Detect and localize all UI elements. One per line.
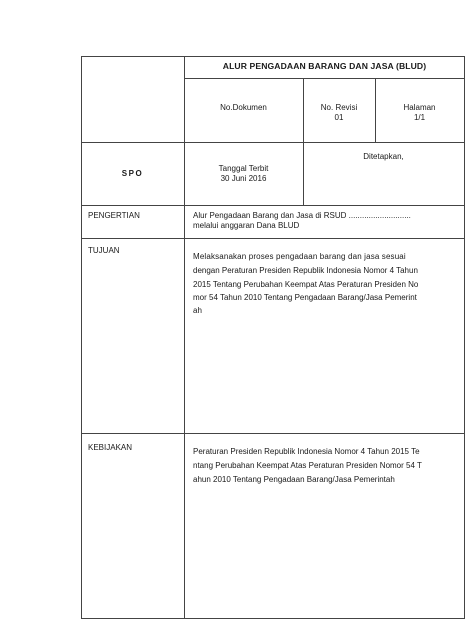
tujuan-text-line: mor 54 Tahun 2010 Tentang Pengadaan Barang/Jasa Pemerint (193, 293, 417, 302)
tujuan-label: TUJUAN (88, 246, 120, 255)
pengertian-label: PENGERTIAN (88, 211, 140, 220)
pengertian-row-divider (81, 238, 465, 239)
kebijakan-text-line: ahun 2010 Tentang Pengadaan Barang/Jasa Pemerintah (193, 475, 395, 484)
table-border-right (464, 56, 465, 619)
no-dokumen-label: No.Dokumen (220, 103, 267, 112)
halaman-value: 1/1 (413, 113, 426, 122)
tujuan-text-line: Melaksanakan proses pengadaan barang dan jasa sesuai (193, 252, 406, 261)
table-border-bottom (81, 618, 465, 619)
spo-label: SPO (121, 169, 144, 178)
no-revisi-value: 01 (334, 113, 344, 122)
pengertian-text-line: Alur Pengadaan Barang dan Jasa di RSUD ............................ (193, 211, 411, 220)
tanggal-terbit-value: 30 Juni 2016 (220, 174, 267, 183)
kebijakan-text-line: ntang Perubahan Keempat Atas Peraturan Presiden Nomor 54 T (193, 461, 422, 470)
tanggal-terbit-label: Tanggal Terbit (218, 164, 269, 173)
header-row-divider (81, 142, 465, 143)
no-revisi-label: No. Revisi (320, 103, 358, 112)
kebijakan-label: KEBIJAKAN (88, 443, 133, 452)
document-title: ALUR PENGADAAN BARANG DAN JASA (BLUD) (222, 61, 427, 71)
tujuan-row-divider (81, 433, 465, 434)
tujuan-text-line: ah (193, 306, 202, 315)
column-divider (184, 56, 185, 619)
title-row-divider (184, 78, 465, 79)
kebijakan-text-line: Peraturan Presiden Republik Indonesia Nomor 4 Tahun 2015 Te (193, 447, 420, 456)
halaman-label: Halaman (403, 103, 436, 112)
ditetapkan-label: Ditetapkan, (363, 152, 404, 161)
tujuan-text-line: dengan Peraturan Presiden Republik Indonesia Nomor 4 Tahun (193, 266, 418, 275)
spo-row-divider (81, 205, 465, 206)
pengertian-text-line: melalui anggaran Dana BLUD (193, 221, 300, 230)
tujuan-text-line: 2015 Tentang Perubahan Keempat Atas Peraturan Presiden No (193, 280, 419, 289)
table-border-left (81, 56, 82, 619)
table-border-top (81, 56, 465, 57)
